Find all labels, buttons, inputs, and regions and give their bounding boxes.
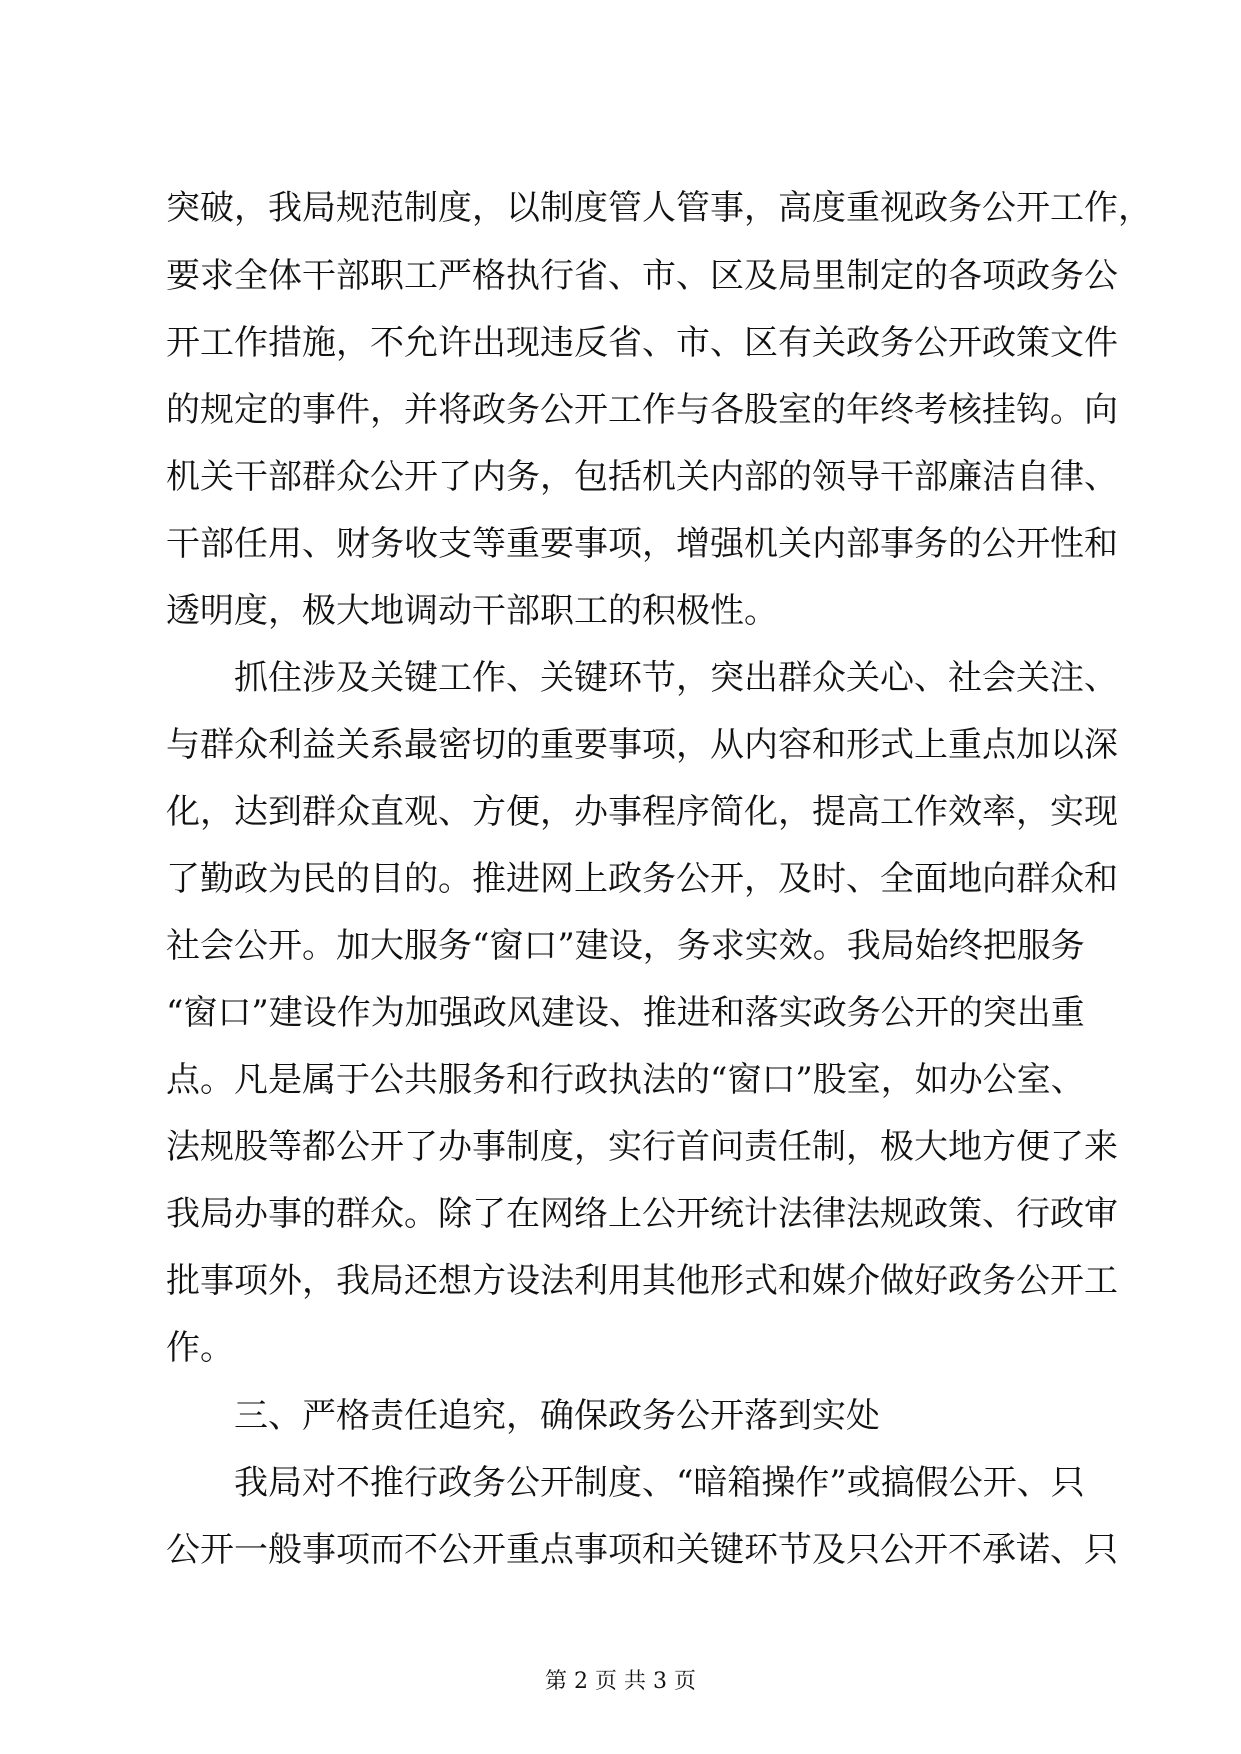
- paragraph-line: 作。: [166, 1328, 234, 1368]
- paragraph-line: 与群众利益关系最密切的重要事项，从内容和形式上重点加以深: [166, 725, 1118, 765]
- paragraph-line: 抓住涉及关键工作、关键环节，突出群众关心、社会关注、: [234, 658, 1118, 698]
- paragraph-line: 了勤政为民的目的。推进网上政务公开，及时、全面地向群众和: [166, 859, 1118, 899]
- paragraph-line: 开工作措施，不允许出现违反省、市、区有关政务公开政策文件: [166, 323, 1118, 363]
- paragraph-line: 我局对不推行政务公开制度、“暗箱操作”或搞假公开、只: [234, 1463, 1085, 1503]
- paragraph-line: 的规定的事件，并将政务公开工作与各股室的年终考核挂钩。向: [166, 390, 1118, 430]
- paragraph-line: 化，达到群众直观、方便，办事程序简化，提高工作效率，实现: [166, 792, 1118, 832]
- paragraph-line: 要求全体干部职工严格执行省、市、区及局里制定的各项政务公: [166, 256, 1118, 296]
- paragraph-line: 公开一般事项而不公开重点事项和关键环节及只公开不承诺、只: [166, 1530, 1118, 1570]
- paragraph-line: 突破，我局规范制度，以制度管人管事，高度重视政务公开工作，: [166, 188, 1152, 228]
- page-number-footer: 第 2 页 共 3 页: [545, 1669, 696, 1694]
- paragraph-line: 机关干部群众公开了内务，包括机关内部的领导干部廉洁自律、: [166, 457, 1118, 497]
- paragraph-line: 批事项外，我局还想方设法利用其他形式和媒介做好政务公开工: [166, 1261, 1118, 1301]
- paragraph-line: 点。凡是属于公共服务和行政执法的“窗口”股室，如办公室、: [166, 1060, 1085, 1100]
- paragraph-line: 我局办事的群众。除了在网络上公开统计法律法规政策、行政审: [166, 1194, 1118, 1234]
- section-heading: 三、严格责任追究，确保政务公开落到实处: [234, 1396, 880, 1436]
- paragraph-line: 透明度，极大地调动干部职工的积极性。: [166, 591, 778, 631]
- paragraph-line: 干部任用、财务收支等重要事项，增强机关内部事务的公开性和: [166, 524, 1118, 564]
- paragraph-line: 法规股等都公开了办事制度，实行首问责任制，极大地方便了来: [166, 1127, 1118, 1167]
- paragraph-line: 社会公开。加大服务“窗口”建设，务求实效。我局始终把服务: [166, 926, 1085, 966]
- paragraph-line: “窗口”建设作为加强政风建设、推进和落实政务公开的突出重: [166, 993, 1085, 1033]
